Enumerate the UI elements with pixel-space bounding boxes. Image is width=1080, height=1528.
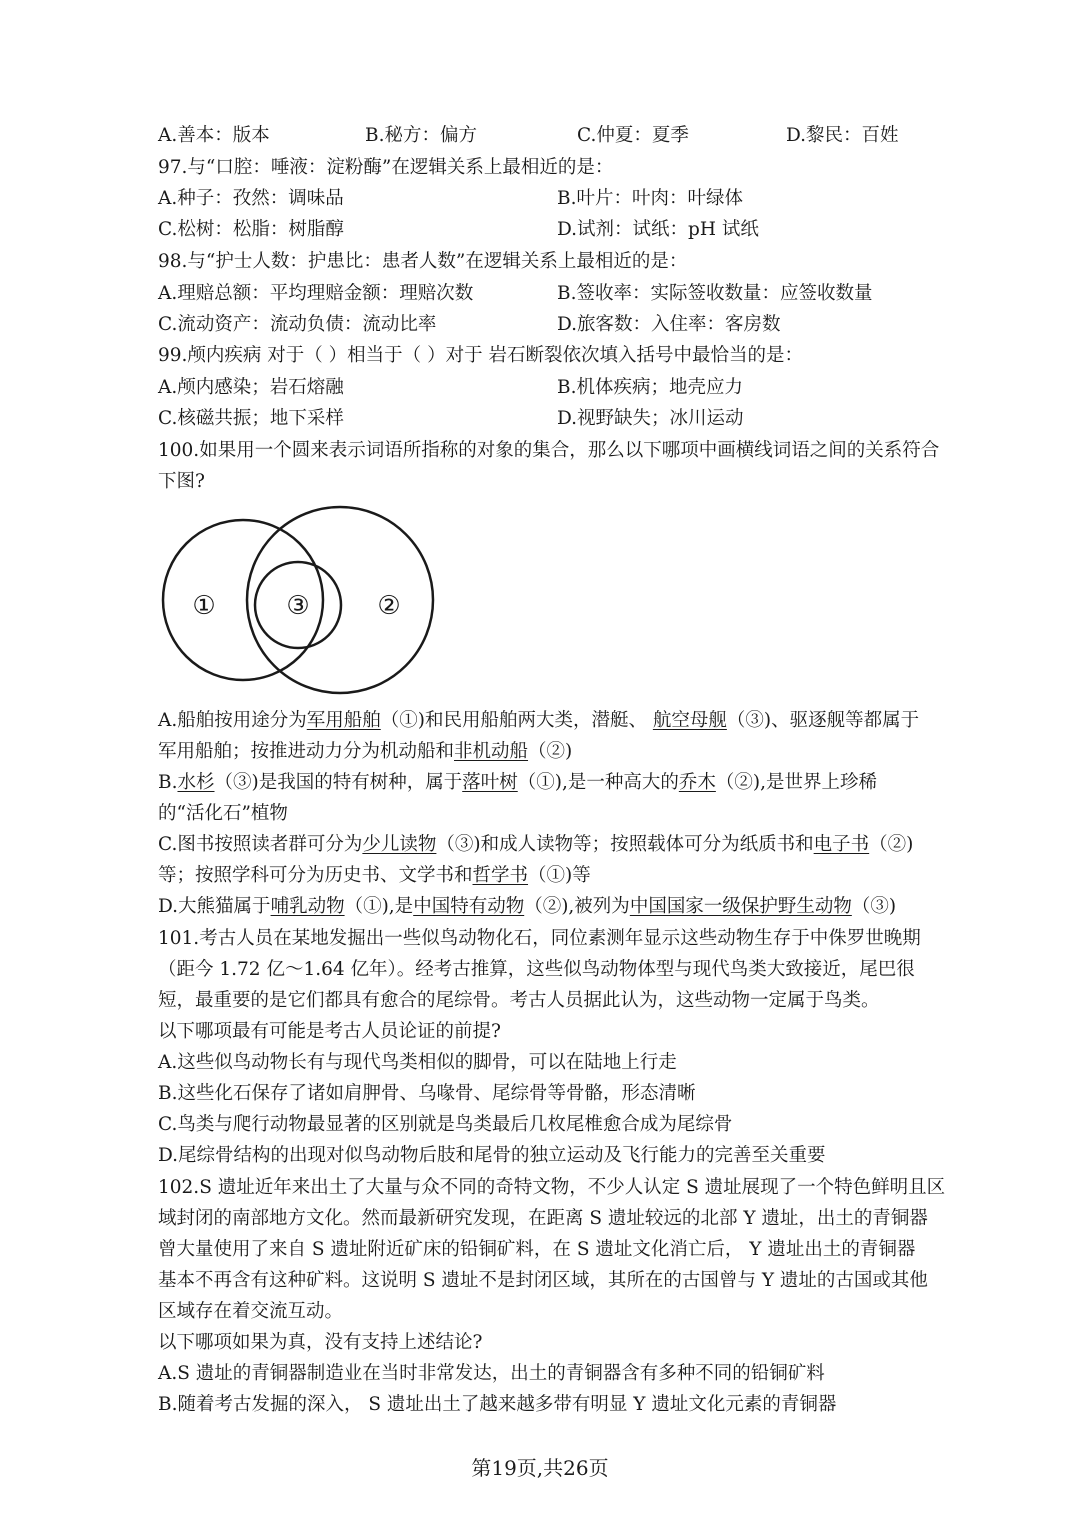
page-number: 第19页,共26页 [471, 1456, 609, 1480]
q100-stem-line1: 100.如果用一个圆来表示词语所指称的对象的集合，那么以下哪项中画横线词语之间的关系符合 [158, 440, 940, 461]
q102-stem-line4: 基本不再含有这种矿料。这说明 S 遗址不是封闭区域，其所在的古国曾与 Y 遗址的古国或其他 [158, 1270, 928, 1291]
q99-option-a: A.颅内感染；岩石熔融 [158, 377, 344, 398]
q100-option-b-line1: B.水杉（③)是我国的特有树种，属于落叶树（①),是一种高大的乔木（②),是世界上珍稀 [158, 772, 877, 793]
q100-option-d-line1: D.大熊猫属于哺乳动物（①),是中国特有动物（②),被列为中国国家一级保护野生动物（③) [158, 896, 897, 917]
q98-option-b: B.签收率：实际签收数量：应签收数量 [557, 283, 873, 304]
q97-option-a: A.种子：孜然：调味品 [158, 188, 344, 209]
q98-option-a: A.理赔总额：平均理赔金额：理赔次数 [158, 283, 474, 304]
q99-option-c: C.核磁共振；地下采样 [158, 408, 344, 429]
q100-option-a-line1: A.船舶按用途分为军用船舶（①)和民用船舶两大类，潜艇、 航空母舰（③)、驱逐舰等都属于 [158, 710, 920, 731]
q98-stem: 98.与“护士人数：护患比：患者人数”在逻辑关系上最相近的是： [158, 251, 688, 272]
q101-stem-line2: （距今 1.72 亿～1.64 亿年）。经考古推算，这些似鸟动物体型与现代鸟类大致接近，尾巴很 [158, 959, 915, 980]
q100-option-b-line2: 的“活化石”植物 [158, 803, 288, 824]
q102-question: 以下哪项如果为真，没有支持上述结论? [158, 1332, 483, 1353]
q102-stem-line1: 102.S 遗址近年来出土了大量与众不同的奇特文物，不少人认定 S 遗址展现了一个特色鲜明且区 [158, 1177, 946, 1198]
q100-option-c-line2: 等；按照学科可分为历史书、文学书和哲学书（①)等 [158, 865, 591, 886]
q101-option-c: C.鸟类与爬行动物最显著的区别就是鸟类最后几枚尾椎愈合成为尾综骨 [158, 1114, 733, 1135]
q100-option-a-line2: 军用船舶；按推进动力分为机动船和非机动船（②) [158, 741, 573, 762]
q99-stem: 99.颅内疾病 对于（ ）相当于（ ）对于 岩石断裂依次填入括号中最恰当的是： [158, 345, 803, 366]
q101-option-d: D.尾综骨结构的出现对似鸟动物后肢和尾骨的独立运动及飞行能力的完善至关重要 [158, 1145, 826, 1166]
q96-option-c: C.仲夏：夏季 [577, 125, 689, 146]
q102-stem-line2: 域封闭的南部地方文化。然而最新研究发现，在距离 S 遗址较远的北部 Y 遗址，出土的青铜器 [158, 1208, 928, 1229]
q98-option-c: C.流动资产：流动负债：流动比率 [158, 314, 437, 335]
venn-diagram [158, 500, 438, 700]
q100-stem-line2: 下图? [158, 471, 205, 492]
q101-stem-line3: 短，最重要的是它们都具有愈合的尾综骨。考古人员据此认为，这些动物一定属于鸟类。 [158, 990, 880, 1011]
q101-option-b: B.这些化石保存了诸如肩胛骨、乌喙骨、尾综骨等骨骼，形态清晰 [158, 1083, 696, 1104]
q96-option-d: D.黎民：百姓 [786, 125, 899, 146]
q102-stem-line5: 区域存在着交流互动。 [158, 1301, 344, 1322]
q99-option-d: D.视野缺失；冰川运动 [557, 408, 744, 429]
q97-option-d: D.试剂：试纸：pH 试纸 [557, 219, 759, 240]
q102-stem-line3: 曾大量使用了来自 S 遗址附近矿床的铅铜矿料，在 S 遗址文化消亡后， Y 遗址出土的青铜器 [158, 1239, 916, 1260]
q96-option-b: B.秘方：偏方 [365, 125, 477, 146]
q96-option-a: A.善本：版本 [158, 125, 270, 146]
venn-label-2: ② [377, 591, 401, 621]
q102-option-a: A.S 遗址的青铜器制造业在当时非常发达，出土的青铜器含有多种不同的铅铜矿料 [158, 1363, 825, 1384]
q97-option-c: C.松树：松脂：树脂醇 [158, 219, 344, 240]
q101-question: 以下哪项最有可能是考古人员论证的前提? [158, 1021, 501, 1042]
q102-option-b: B.随着考古发掘的深入， S 遗址出土了越来越多带有明显 Y 遗址文化元素的青铜器 [158, 1394, 837, 1415]
q101-option-a: A.这些似鸟动物长有与现代鸟类相似的脚骨，可以在陆地上行走 [158, 1052, 677, 1073]
q100-option-c-line1: C.图书按照读者群可分为少儿读物（③)和成人读物等；按照载体可分为纸质书和电子书（②) [158, 834, 914, 855]
q99-option-b: B.机体疾病；地壳应力 [557, 377, 743, 398]
q101-stem-line1: 101.考古人员在某地发掘出一些似鸟动物化石，同位素测年显示这些动物生存于中侏罗世晚期 [158, 928, 921, 949]
q97-option-b: B.叶片：叶肉：叶绿体 [557, 188, 743, 209]
venn-label-1: ① [192, 591, 216, 621]
venn-label-3: ③ [286, 591, 310, 621]
q97-stem: 97.与“口腔：唾液：淀粉酶”在逻辑关系上最相近的是： [158, 157, 614, 178]
q98-option-d: D.旅客数：入住率：客房数 [557, 314, 781, 335]
